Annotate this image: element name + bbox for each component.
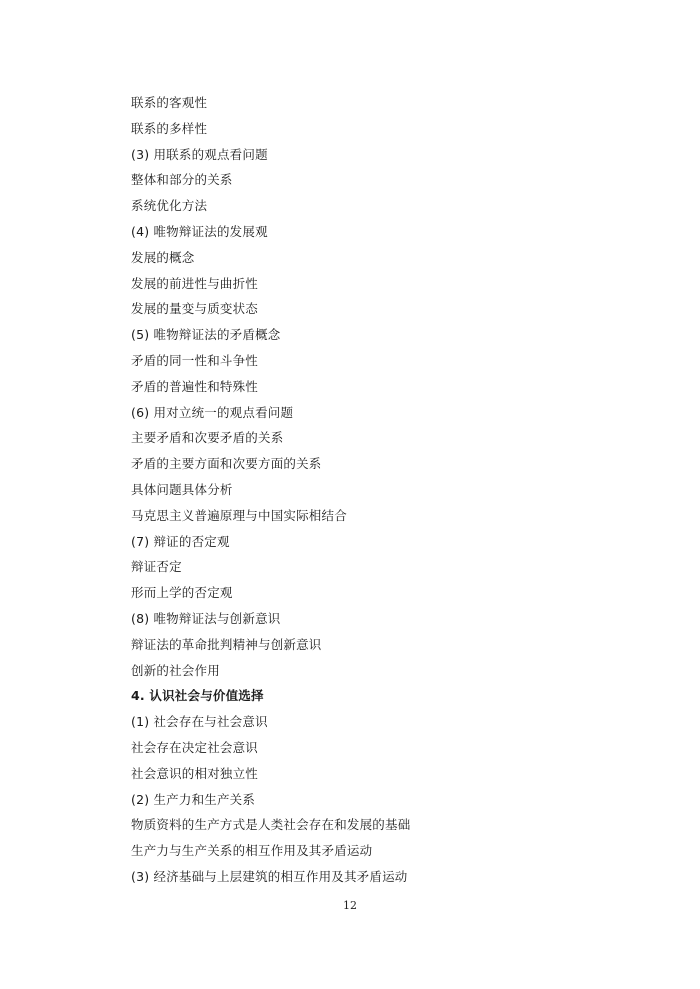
outline-line: 发展的前进性与曲折性 <box>131 275 259 291</box>
outline-list <box>131 90 651 890</box>
outline-line: 发展的概念 <box>131 249 195 265</box>
outline-line: (5) 唯物辩证法的矛盾概念 <box>131 327 281 343</box>
section-heading: 4. 认识社会与价值选择 <box>131 688 264 704</box>
outline-line: (8) 唯物辩证法与创新意识 <box>131 610 281 626</box>
outline-line: 辩证否定 <box>131 559 182 575</box>
outline-line: 矛盾的主要方面和次要方面的关系 <box>131 456 322 472</box>
outline-line: 创新的社会作用 <box>131 662 220 678</box>
outline-line: (3) 用联系的观点看问题 <box>131 146 268 162</box>
outline-line: (2) 生产力和生产关系 <box>131 791 256 807</box>
outline-line: (3) 经济基础与上层建筑的相互作用及其矛盾运动 <box>131 868 408 884</box>
outline-line: 物质资料的生产方式是人类社会存在和发展的基础 <box>131 817 411 833</box>
outline-line: (6) 用对立统一的观点看问题 <box>131 404 294 420</box>
outline-line: 马克思主义普遍原理与中国实际相结合 <box>131 507 347 523</box>
outline-line: 发展的量变与质变状态 <box>131 301 259 317</box>
outline-line: 系统优化方法 <box>131 198 208 214</box>
outline-line: 联系的多样性 <box>131 120 208 136</box>
outline-line: 矛盾的普遍性和特殊性 <box>131 378 259 394</box>
outline-line: 辩证法的革命批判精神与创新意识 <box>131 636 322 652</box>
outline-line: (4) 唯物辩证法的发展观 <box>131 223 268 239</box>
outline-line: (7) 辩证的否定观 <box>131 533 230 549</box>
page-number: 12 <box>343 899 357 912</box>
outline-line: 形而上学的否定观 <box>131 585 233 601</box>
outline-line: 矛盾的同一性和斗争性 <box>131 352 259 368</box>
outline-line: 具体问题具体分析 <box>131 481 233 497</box>
outline-line: 主要矛盾和次要矛盾的关系 <box>131 430 284 446</box>
outline-line: 整体和部分的关系 <box>131 172 233 188</box>
outline-line: 社会存在决定社会意识 <box>131 739 259 755</box>
outline-line: 生产力与生产关系的相互作用及其矛盾运动 <box>131 843 373 859</box>
outline-line: 联系的客观性 <box>131 95 208 110</box>
outline-line: 社会意识的相对独立性 <box>131 765 259 781</box>
outline-line: (1) 社会存在与社会意识 <box>131 714 268 730</box>
